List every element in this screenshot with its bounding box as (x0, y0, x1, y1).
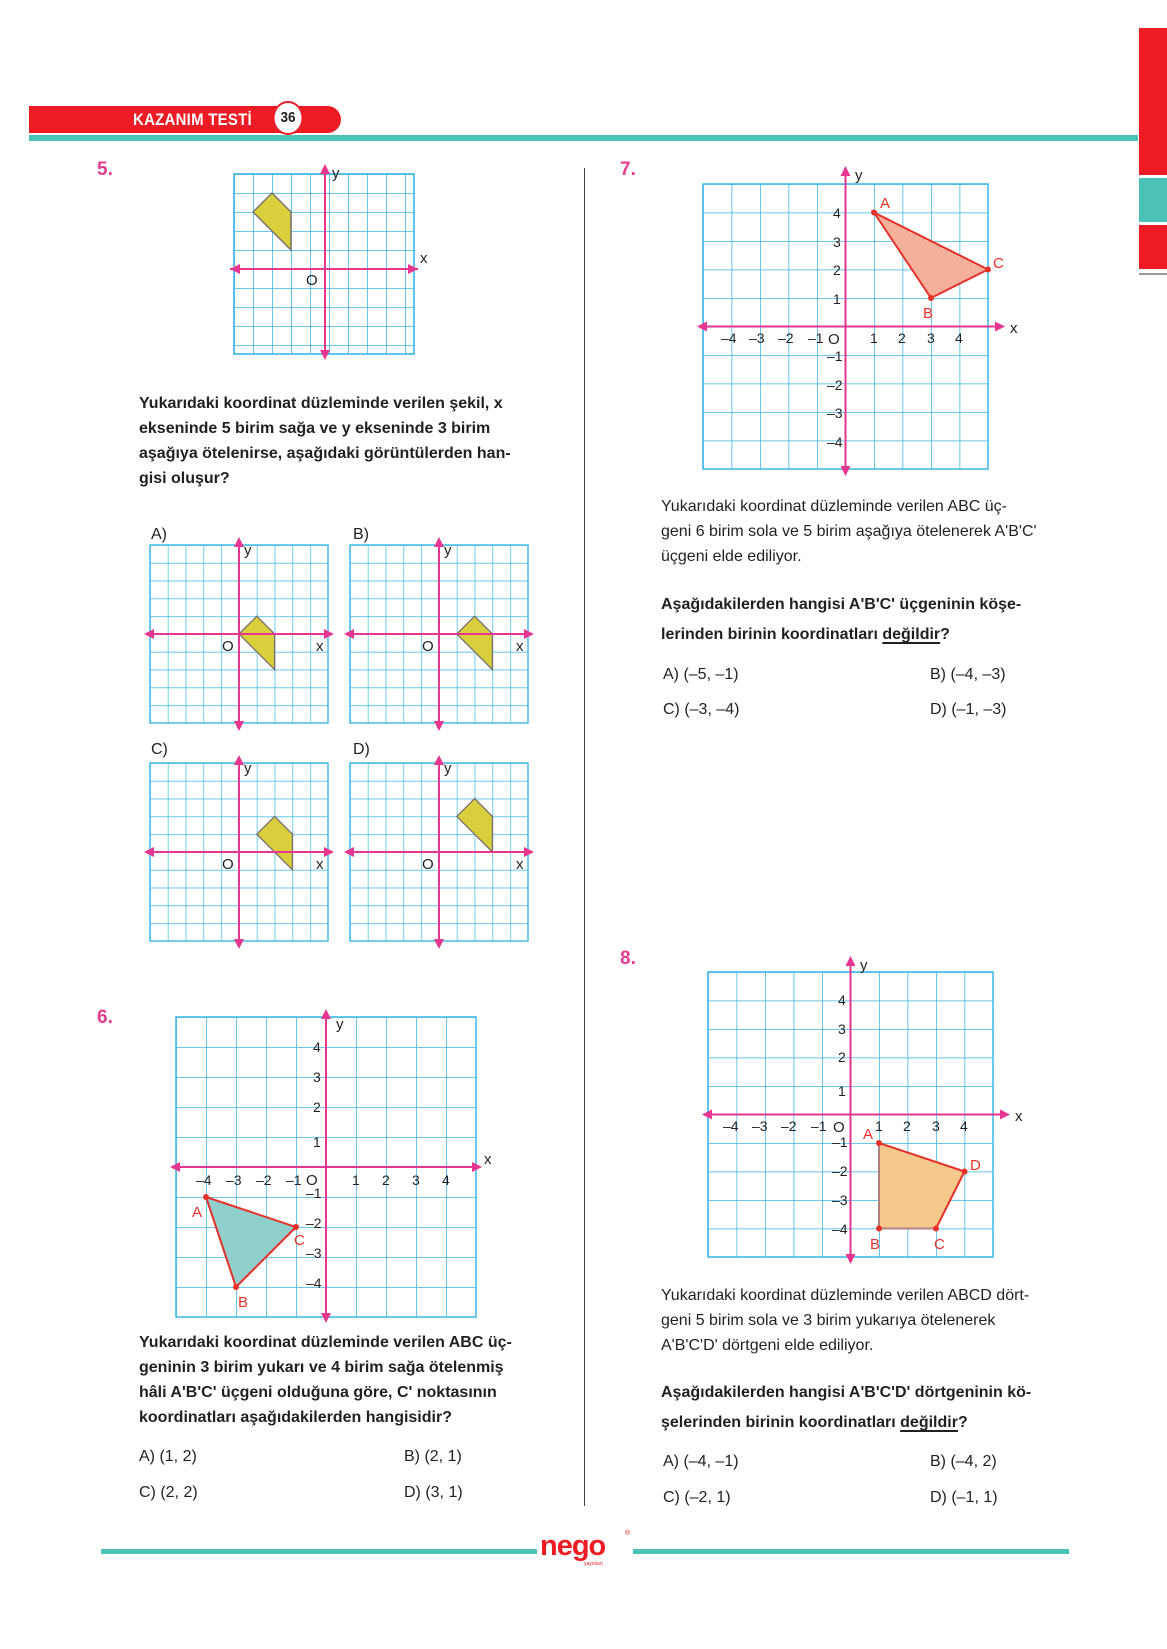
question-5-number: 5. (97, 159, 113, 180)
column-divider (584, 168, 585, 1506)
svg-text:y: y (332, 165, 340, 182)
svg-text:1: 1 (352, 1172, 360, 1188)
svg-text:–2: –2 (306, 1215, 322, 1231)
svg-text:O: O (422, 638, 434, 655)
svg-text:3: 3 (313, 1069, 321, 1085)
svg-text:–3: –3 (832, 1192, 848, 1208)
question-8-coordinate-plane (708, 957, 1023, 1262)
svg-text:x: x (1015, 1108, 1023, 1125)
svg-text:x: x (516, 856, 524, 873)
svg-text:–3: –3 (226, 1172, 242, 1188)
svg-text:O: O (422, 856, 434, 873)
svg-text:4: 4 (442, 1172, 450, 1188)
svg-text:1: 1 (838, 1083, 846, 1099)
svg-text:O: O (306, 1172, 318, 1189)
question-8-option-b[interactable]: B) (–4, 2) (930, 1453, 997, 1470)
svg-text:–4: –4 (306, 1275, 322, 1291)
svg-text:–4: –4 (827, 434, 843, 450)
svg-text:y: y (244, 760, 252, 777)
question-8-emphasis: değildir (900, 1414, 958, 1431)
svg-text:4: 4 (955, 330, 963, 346)
svg-text:3: 3 (932, 1118, 940, 1134)
test-title: KAZANIM TESTİ (133, 110, 252, 129)
svg-text:O: O (833, 1119, 845, 1136)
side-tab-red (1139, 28, 1167, 175)
svg-text:–2: –2 (256, 1172, 272, 1188)
svg-text:2: 2 (838, 1049, 846, 1065)
svg-text:3: 3 (412, 1172, 420, 1188)
question-8-number: 8. (620, 948, 636, 969)
question-5-option-c-label[interactable]: C) (151, 741, 168, 758)
svg-text:–2: –2 (778, 330, 794, 346)
svg-text:x: x (1010, 320, 1018, 337)
question-7-coordinate-plane (703, 167, 1018, 474)
side-tab-red-2 (1139, 225, 1167, 269)
svg-text:2: 2 (382, 1172, 390, 1188)
svg-text:A: A (192, 1204, 203, 1221)
svg-text:x: x (316, 856, 324, 873)
question-5-text: Yukarıdaki koordinat düzleminde verilen şekil, x ekseninde 5 birim sağa ve y ekseninde 3 birim aşağıya ötelenirse, aşağıdaki görüntülerden han- gisi oluşur? (139, 395, 511, 487)
question-8-option-a[interactable]: A) (–4, –1) (663, 1453, 739, 1470)
svg-text:–1: –1 (286, 1172, 302, 1188)
svg-text:D: D (970, 1157, 981, 1174)
question-6-coordinate-plane (176, 1017, 496, 1317)
svg-text:–3: –3 (749, 330, 765, 346)
footer-rule-left (101, 1549, 537, 1554)
svg-text:A: A (863, 1126, 874, 1143)
svg-text:1: 1 (833, 291, 841, 307)
question-7-option-d[interactable]: D) (–1, –3) (930, 701, 1007, 718)
svg-text:1: 1 (870, 330, 878, 346)
question-7-emphasis: değildir (882, 626, 941, 643)
svg-text:2: 2 (833, 262, 841, 278)
svg-text:–1: –1 (832, 1134, 848, 1150)
question-5-option-b-grid[interactable] (350, 542, 540, 730)
svg-text:–1: –1 (811, 1118, 827, 1134)
svg-text:y: y (860, 957, 868, 974)
question-8-option-c[interactable]: C) (–2, 1) (663, 1489, 731, 1506)
svg-text:4: 4 (313, 1039, 321, 1055)
side-tab-divider (1139, 273, 1167, 275)
svg-text:–3: –3 (306, 1245, 322, 1261)
svg-text:3: 3 (833, 234, 841, 250)
svg-text:y: y (336, 1016, 344, 1033)
svg-text:4: 4 (960, 1118, 968, 1134)
question-7-number: 7. (620, 159, 636, 180)
svg-text:–2: –2 (832, 1163, 848, 1179)
svg-text:–1: –1 (306, 1185, 322, 1201)
question-8-option-d[interactable]: D) (–1, 1) (930, 1489, 998, 1506)
footer-rule-right (633, 1549, 1069, 1554)
question-7-text: Yukarıdaki koordinat düzleminde verilen ABC üç- geni 6 birim sola ve 5 birim aşağıya ötelenerek A'B'C' üçgeni elde ediliyor. (661, 498, 1037, 565)
test-number-badge: 36 (273, 101, 304, 135)
question-7-prompt: Aşağıdakilerden hangisi A'B'C' üçgeninin köşe- lerinden birinin koordinatları değildir? (661, 596, 1022, 643)
question-8-prompt: Aşağıdakilerden hangisi A'B'C'D' dörtgeninin kö- şelerinden birinin koordinatları değildir? (661, 1384, 1032, 1431)
svg-text:–1: –1 (827, 348, 843, 364)
question-7-option-c[interactable]: C) (–3, –4) (663, 701, 740, 718)
svg-text:x: x (484, 1151, 492, 1168)
question-6-option-a[interactable]: A) (1, 2) (139, 1448, 197, 1465)
svg-text:O: O (222, 638, 234, 655)
question-8-text: Yukarıdaki koordinat düzleminde verilen ABCD dört- geni 5 birim sola ve 3 birim yukarıya ötelenerek A'B'C'D' dörtgeni elde ediliyor. (661, 1287, 1030, 1354)
registered-mark: ® (625, 1530, 631, 1537)
svg-text:A: A (880, 195, 891, 212)
svg-text:2: 2 (898, 330, 906, 346)
question-6-option-d[interactable]: D) (3, 1) (404, 1484, 463, 1501)
question-7-option-a[interactable]: A) (–5, –1) (663, 666, 739, 683)
svg-text:B: B (870, 1236, 881, 1253)
question-5-grid (228, 165, 448, 368)
question-5-option-a-label[interactable]: A) (151, 526, 167, 543)
question-5-option-d-label[interactable]: D) (353, 741, 370, 758)
svg-text:–4: –4 (721, 330, 737, 346)
side-tab-teal (1139, 178, 1167, 222)
question-7-option-b[interactable]: B) (–4, –3) (930, 666, 1006, 683)
svg-text:B: B (238, 1294, 249, 1311)
svg-text:y: y (244, 542, 252, 559)
svg-text:–2: –2 (781, 1118, 797, 1134)
question-5-option-d-grid[interactable] (350, 760, 540, 948)
svg-text:C: C (294, 1232, 305, 1249)
question-6-text: Yukarıdaki koordinat düzleminde verilen ABC üç- geninin 3 birim yukarı ve 4 birim sağa ötelenmiş hâli A'B'C' üçgeni olduğuna göre, C' noktasının koordinatları aşağıdakilerden hangisidir? (139, 1334, 512, 1426)
svg-text:3: 3 (927, 330, 935, 346)
svg-text:x: x (516, 638, 524, 655)
question-5-option-a-grid[interactable] (150, 542, 340, 730)
svg-text:y: y (444, 760, 452, 777)
svg-text:1: 1 (313, 1134, 321, 1150)
svg-text:–3: –3 (827, 405, 843, 421)
question-5-option-c-grid[interactable] (150, 760, 340, 948)
svg-text:–2: –2 (827, 377, 843, 393)
svg-text:–4: –4 (196, 1172, 212, 1188)
svg-text:–4: –4 (723, 1118, 739, 1134)
question-5-option-b-label[interactable]: B) (353, 526, 369, 543)
question-6-option-b[interactable]: B) (2, 1) (404, 1448, 462, 1465)
svg-text:1: 1 (875, 1118, 883, 1134)
svg-text:O: O (222, 856, 234, 873)
svg-text:x: x (316, 638, 324, 655)
svg-text:y: y (855, 167, 863, 184)
svg-text:3: 3 (838, 1021, 846, 1037)
question-6-option-c[interactable]: C) (2, 2) (139, 1484, 198, 1501)
svg-text:2: 2 (313, 1099, 321, 1115)
publisher-logo: nego (540, 1530, 606, 1562)
svg-text:–4: –4 (832, 1221, 848, 1237)
svg-text:–1: –1 (808, 330, 824, 346)
header-rule (29, 135, 1138, 141)
svg-text:y: y (444, 542, 452, 559)
svg-text:x: x (420, 250, 428, 267)
publisher-logo-subtitle: yayınları (584, 1561, 603, 1567)
question-6-number: 6. (97, 1007, 113, 1028)
svg-text:4: 4 (833, 205, 841, 221)
svg-text:–3: –3 (752, 1118, 768, 1134)
svg-text:O: O (306, 272, 318, 289)
svg-text:C: C (934, 1236, 945, 1253)
svg-text:B: B (923, 305, 934, 322)
svg-text:4: 4 (838, 992, 846, 1008)
svg-text:2: 2 (903, 1118, 911, 1134)
svg-text:C: C (993, 255, 1004, 272)
svg-text:O: O (828, 331, 840, 348)
